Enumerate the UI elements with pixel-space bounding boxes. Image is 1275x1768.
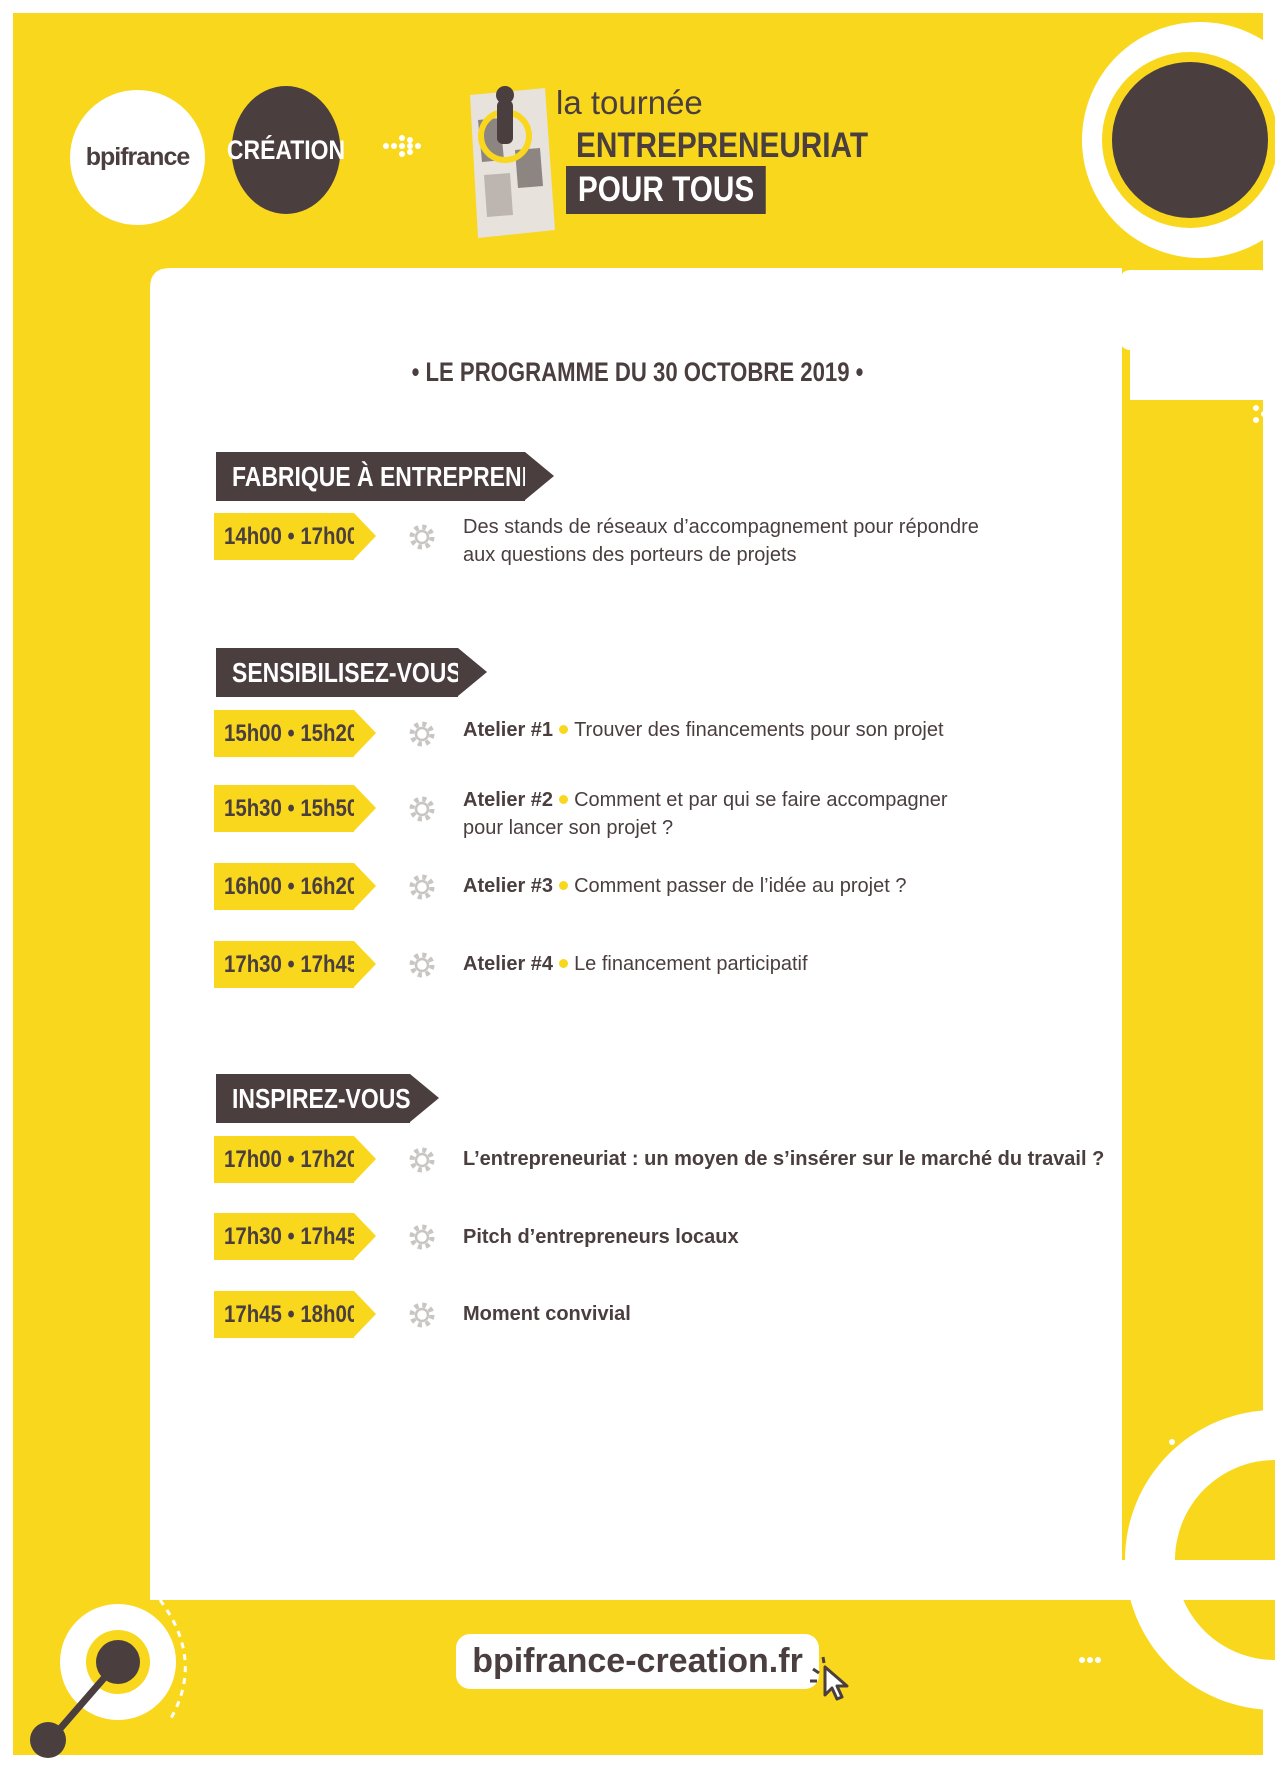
item-description: L’entrepreneuriat : un moyen de s’insérer sur le marché du travail ? — [463, 1148, 1105, 1170]
time-badge: 17h30 • 17h45 — [214, 1213, 354, 1260]
gear-icon — [408, 720, 436, 748]
map-pin-icon — [470, 86, 555, 238]
cursor-icon — [805, 1655, 855, 1705]
gear-icon — [408, 1223, 436, 1251]
tour-title: ENTREPRENEURIAT — [576, 126, 869, 165]
tour-title-box: POUR TOUS — [566, 166, 766, 214]
item-description: Atelier #3 Comment passer de l’idée au projet ? — [463, 875, 907, 897]
time-badge: 17h45 • 18h00 — [214, 1291, 354, 1338]
gear-icon — [408, 795, 436, 823]
item-description: Des stands de réseaux d’accompagnement pour répondre aux questions des porteurs de projets — [463, 516, 979, 566]
tour-subtitle: la tournée — [556, 84, 703, 121]
gear-icon — [408, 873, 436, 901]
website-link[interactable]: bpifrance-creation.fr — [456, 1634, 819, 1689]
time-badge: 16h00 • 16h20 — [214, 863, 354, 910]
page-title: • LE PROGRAMME DU 30 OCTOBRE 2019 • — [411, 357, 864, 387]
item-description: Pitch d’entrepreneurs locaux — [463, 1226, 739, 1248]
section-header: INSPIREZ-VOUS — [216, 1074, 410, 1123]
item-description: Atelier #1 Trouver des financements pour son projet — [463, 719, 944, 741]
gear-icon — [408, 951, 436, 979]
item-description: Atelier #4 Le financement participatif — [463, 953, 808, 975]
section-header: FABRIQUE À ENTREPRENDRE — [216, 452, 525, 501]
section-header: SENSIBILISEZ-VOUS — [216, 648, 458, 697]
gear-icon — [408, 1146, 436, 1174]
gear-icon — [408, 523, 436, 551]
item-description: Atelier #2 Comment et par qui se faire accompagner pour lancer son projet ? — [463, 789, 948, 839]
gear-icon — [408, 1301, 436, 1329]
bpifrance-logo: bpifrance — [70, 90, 205, 225]
time-badge: 14h00 • 17h00 — [214, 513, 354, 560]
time-badge: 17h00 • 17h20 — [214, 1136, 354, 1183]
time-badge: 15h30 • 15h50 — [214, 785, 354, 832]
time-badge: 17h30 • 17h45 — [214, 941, 354, 988]
time-badge: 15h00 • 15h20 — [214, 710, 354, 757]
item-description: Moment convivial — [463, 1303, 631, 1325]
creation-logo: CRÉATION — [232, 86, 341, 214]
